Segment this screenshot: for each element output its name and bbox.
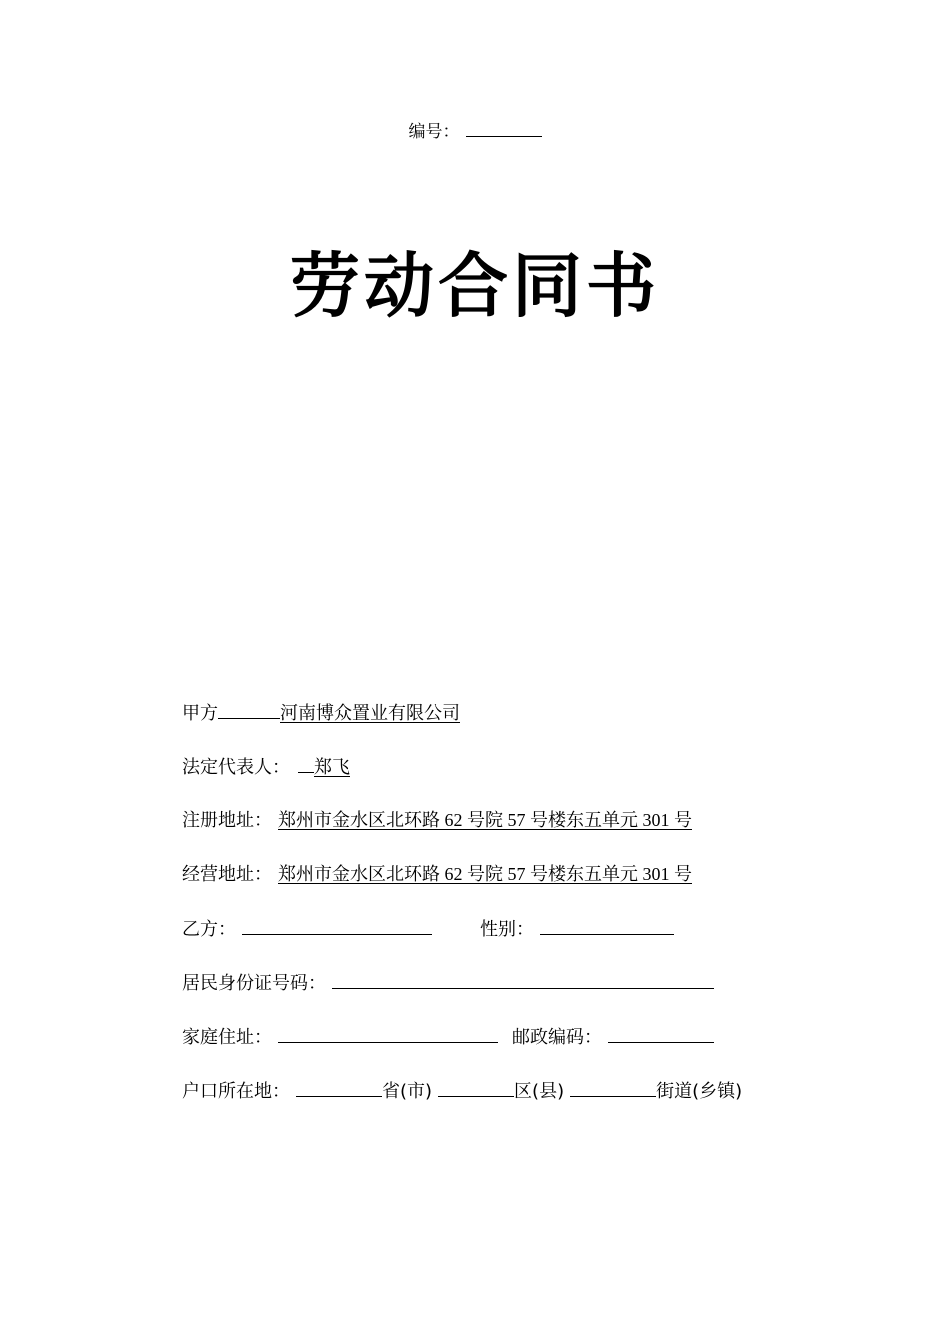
id-number-row xyxy=(182,968,714,996)
party-a-value: 河南博众置业有限公司 xyxy=(280,703,460,723)
document-title: 劳动合同书 xyxy=(290,244,660,327)
party-b-label: 乙方： xyxy=(182,919,236,940)
business-address-label: 经营地址： xyxy=(182,864,272,885)
hukou-province-field[interactable] xyxy=(296,1076,382,1097)
registered-address-label: 注册地址： xyxy=(182,810,272,831)
business-address-value: 郑州市金水区北环路 62 号院 57 号楼东五单元 301 号 xyxy=(278,864,692,884)
legal-rep-value: 郑飞 xyxy=(314,757,350,777)
serial-number-label: 编号： xyxy=(408,122,460,142)
registered-address-row xyxy=(182,806,692,834)
gender-label: 性别： xyxy=(480,919,534,940)
party-b-name-field[interactable] xyxy=(242,914,432,935)
postcode-label: 邮政编码： xyxy=(512,1027,602,1048)
hukou-street-field[interactable] xyxy=(570,1076,656,1097)
home-address-label: 家庭住址： xyxy=(182,1027,272,1048)
registered-address-value: 郑州市金水区北环路 62 号院 57 号楼东五单元 301 号 xyxy=(278,810,692,830)
party-a-row xyxy=(182,698,460,726)
serial-number-blank xyxy=(466,120,542,137)
province-label: 省(市) xyxy=(382,1081,433,1102)
home-address-field[interactable] xyxy=(278,1022,498,1043)
hukou-label: 户口所在地： xyxy=(182,1081,290,1102)
party-a-leading-blank xyxy=(218,698,280,719)
home-address-row xyxy=(182,1022,714,1050)
hukou-row xyxy=(182,1076,742,1104)
legal-rep-leading-blank xyxy=(298,752,314,773)
id-number-field[interactable] xyxy=(332,968,714,989)
business-address-row xyxy=(182,860,692,888)
hukou-district-field[interactable] xyxy=(438,1076,514,1097)
gender-field[interactable] xyxy=(540,914,674,935)
party-b-row xyxy=(182,914,674,942)
id-number-label: 居民身份证号码： xyxy=(182,973,326,994)
party-a-label: 甲方 xyxy=(182,703,218,724)
postcode-field[interactable] xyxy=(608,1022,714,1043)
street-label: 街道(乡镇) xyxy=(656,1081,743,1102)
legal-rep-row xyxy=(182,752,350,780)
serial-number-line xyxy=(0,117,950,142)
district-label: 区(县) xyxy=(514,1081,565,1102)
legal-rep-label: 法定代表人： xyxy=(182,757,290,778)
